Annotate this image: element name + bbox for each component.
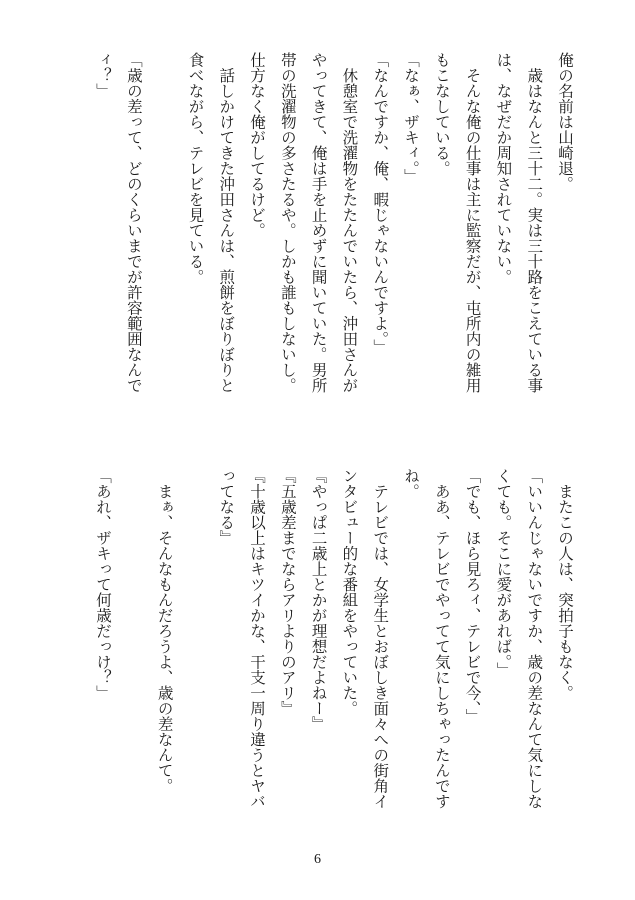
text-line: 「あれ、ザキって何歳だっけ？」 — [94, 468, 113, 701]
text-line: 「でも、ほら見ろィ、テレビで今、」 — [463, 468, 482, 724]
text-line: 休憩室で洗濯物をたたんでいたら、沖田さんが — [340, 52, 359, 393]
text-line: 『五歳差までならアリよりのアリ』 — [278, 468, 297, 716]
text-line: 「いいんじゃないですか、歳の差なんて気にしな — [525, 468, 544, 809]
text-line: そんな俺の仕事は主に監察だが、屯所内の雑用 — [463, 52, 482, 393]
text-line: ンタビュー的な番組をやっていた。 — [340, 468, 359, 716]
text-line: ね。 — [402, 468, 421, 499]
blank-line — [118, 468, 149, 858]
text-line: ィ？」 — [94, 52, 113, 99]
text-line: 仕方なく俺がしてるけど。 — [248, 52, 267, 238]
blank-line — [149, 52, 180, 452]
text-line: 歳はなんと三十二。実は三十路をこえている事 — [525, 52, 544, 393]
text-line: くても。そこに愛があれば。」 — [494, 468, 513, 678]
page-number: 6 — [314, 852, 321, 867]
text-line: 『やっぱ二歳上とかが理想だよねー』 — [309, 468, 328, 732]
text-line: 「なんですか、俺、暇じゃないんですよ。」 — [371, 52, 390, 355]
text-line: 「歳の差って、どのくらいまでが許容範囲なんで — [124, 52, 143, 393]
text-line: 俺の名前は山崎退。 — [556, 52, 574, 192]
text-line: 帯の洗濯物の多さたるや。しかも誰もしないし。 — [278, 52, 297, 393]
text-line: ってなる』 — [217, 468, 236, 546]
text-line: 「なぁ、ザキィ。」 — [402, 52, 421, 184]
text-line: は、なぜだか周知されていない。 — [494, 52, 513, 285]
upper-text-block — [87, 52, 580, 452]
blank-line — [180, 468, 211, 858]
text-line: またこの人は、突拍子もなく。 — [556, 468, 574, 701]
text-line: 話しかけてきた沖田さんは、煎餅をぼりぼりと — [217, 52, 236, 393]
text-line: テレビでは、女学生とおぼしき面々への街角イ — [371, 468, 390, 809]
lower-text-block — [87, 468, 580, 858]
text-line: まぁ、そんなもんだろうよ、歳の差なんて。 — [155, 468, 174, 794]
text-line: やってきて、俺は手を止めずに聞いていた。男所 — [309, 52, 328, 393]
text-line: もこなしている。 — [432, 52, 451, 176]
text-line: 『十歳以上はキツイかな、干支一周り違うとヤバ — [248, 468, 267, 809]
text-line: 食べながら、テレビを見ている。 — [186, 52, 205, 285]
text-line: ああ、テレビでやってて気にしちゃったんです — [432, 468, 451, 809]
